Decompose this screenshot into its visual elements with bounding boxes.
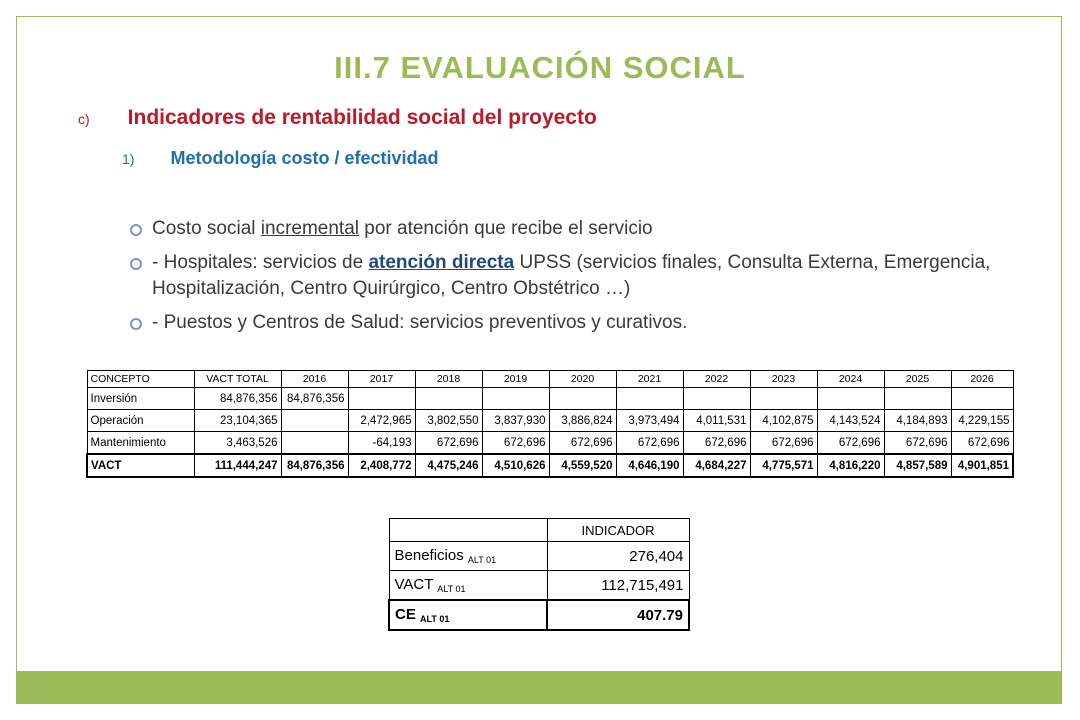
table-cell xyxy=(683,388,750,410)
table-cell: 4,143,524 xyxy=(817,410,884,432)
table-cell: 2,408,772 xyxy=(348,454,415,477)
table-cell: 4,011,531 xyxy=(683,410,750,432)
table-cell xyxy=(348,388,415,410)
column-header: 2025 xyxy=(884,371,951,388)
table-cell: 2,472,965 xyxy=(348,410,415,432)
table-cell: 672,696 xyxy=(683,432,750,455)
table-row xyxy=(87,388,1013,410)
table-cell: 4,229,155 xyxy=(951,410,1013,432)
table-cell xyxy=(750,388,817,410)
column-header: 2024 xyxy=(817,371,884,388)
column-header: 2018 xyxy=(415,371,482,388)
table-cell: 4,559,520 xyxy=(549,454,616,477)
table-cell: 4,901,851 xyxy=(951,454,1013,477)
indicator-label-subscript: ALT 01 xyxy=(420,614,450,624)
column-header: 2026 xyxy=(951,371,1013,388)
table-cell: 672,696 xyxy=(415,432,482,455)
table-cell: 84,876,356 xyxy=(281,454,348,477)
table-cell: 84,876,356 xyxy=(281,388,348,410)
table-cell: 111,444,247 xyxy=(194,454,281,477)
table-cell xyxy=(616,388,683,410)
indicator-row xyxy=(389,571,689,601)
heading-level2 xyxy=(122,148,438,169)
column-header: 2021 xyxy=(616,371,683,388)
indicator-label-text: Beneficios xyxy=(394,547,464,564)
table-cell xyxy=(549,388,616,410)
bullet-underlined-text: incremental xyxy=(260,218,359,239)
bullet-text: UPSS (servicios finales, Consulta Externa, Emergencia, Hospitalización, Centro Quirúrgico, Centro Obstétrico …) xyxy=(152,252,991,299)
cost-table-header-row xyxy=(87,371,1013,388)
table-cell: 3,886,824 xyxy=(549,410,616,432)
slide-title: III.7 EVALUACIÓN SOCIAL xyxy=(334,50,746,85)
table-cell: 4,816,220 xyxy=(817,454,884,477)
indicator-label xyxy=(389,571,547,601)
indicator-header: INDICADOR xyxy=(547,519,689,542)
indicator-label xyxy=(389,542,547,571)
column-header: 2022 xyxy=(683,371,750,388)
cost-table xyxy=(86,370,1014,478)
bullet-text: - Hospitales: servicios de xyxy=(152,252,369,273)
column-header: VACT TOTAL xyxy=(194,371,281,388)
footer-band xyxy=(16,671,1062,704)
indicator-label xyxy=(389,600,547,630)
table-cell: 4,475,246 xyxy=(415,454,482,477)
indicator-row xyxy=(389,542,689,571)
bullet-text: - Puestos y Centros de Salud: servicios preventivos y curativos. xyxy=(152,312,688,333)
table-cell: 4,857,589 xyxy=(884,454,951,477)
table-cell: 4,684,227 xyxy=(683,454,750,477)
indicator-header-empty xyxy=(389,519,547,542)
table-cell: 4,646,190 xyxy=(616,454,683,477)
indicator-value: 276,404 xyxy=(547,542,689,571)
table-cell: Mantenimiento xyxy=(87,432,194,455)
heading-level1-text: Indicadores de rentabilidad social del proyecto xyxy=(127,106,597,129)
bullet-circle-icon xyxy=(130,318,142,330)
indicator-row-result xyxy=(389,600,689,630)
table-cell: 4,184,893 xyxy=(884,410,951,432)
table-cell: 84,876,356 xyxy=(194,388,281,410)
column-header: 2017 xyxy=(348,371,415,388)
indicator-header-row xyxy=(389,519,689,542)
table-cell: 672,696 xyxy=(884,432,951,455)
bullet-text: por atención que recibe el servicio xyxy=(359,218,653,239)
bullet-item xyxy=(128,216,1028,242)
column-header: CONCEPTO xyxy=(87,371,194,388)
table-cell: 4,775,571 xyxy=(750,454,817,477)
table-cell: 4,102,875 xyxy=(750,410,817,432)
indicator-label-text: CE xyxy=(395,606,416,623)
bullet-text: Costo social xyxy=(152,218,261,239)
heading-level1 xyxy=(78,106,597,130)
table-cell: 672,696 xyxy=(616,432,683,455)
table-cell: -64,193 xyxy=(348,432,415,455)
table-cell: 3,802,550 xyxy=(415,410,482,432)
heading-level2-marker: 1) xyxy=(122,151,135,167)
bullet-circle-icon xyxy=(130,258,142,270)
table-row xyxy=(87,432,1013,455)
column-header: 2019 xyxy=(482,371,549,388)
heading-level1-marker: c) xyxy=(78,111,90,127)
column-header: 2023 xyxy=(750,371,817,388)
indicator-label-text: VACT xyxy=(394,576,434,593)
table-cell xyxy=(482,388,549,410)
table-cell: 3,837,930 xyxy=(482,410,549,432)
table-cell: 672,696 xyxy=(549,432,616,455)
table-cell xyxy=(281,410,348,432)
indicator-label-subscript: ALT 01 xyxy=(437,584,466,594)
table-cell xyxy=(281,432,348,455)
bullet-circle-icon xyxy=(130,224,142,236)
column-header: 2016 xyxy=(281,371,348,388)
table-row xyxy=(87,410,1013,432)
column-header: 2020 xyxy=(549,371,616,388)
table-row-total xyxy=(87,454,1013,477)
table-cell xyxy=(415,388,482,410)
table-cell: Inversión xyxy=(87,388,194,410)
table-cell: 672,696 xyxy=(482,432,549,455)
table-cell: 672,696 xyxy=(817,432,884,455)
table-cell: 3,463,526 xyxy=(194,432,281,455)
bullet-item xyxy=(128,310,1028,336)
indicator-value: 407.79 xyxy=(547,600,689,630)
table-cell xyxy=(817,388,884,410)
indicator-table xyxy=(388,518,690,631)
table-cell: VACT xyxy=(87,454,194,477)
bullet-emphasis-text: atención directa xyxy=(368,252,515,273)
table-cell xyxy=(951,388,1013,410)
table-cell: Operación xyxy=(87,410,194,432)
indicator-label-subscript: ALT 01 xyxy=(467,555,497,565)
table-cell xyxy=(884,388,951,410)
table-cell: 672,696 xyxy=(750,432,817,455)
indicator-value: 112,715,491 xyxy=(547,571,689,601)
bullet-list xyxy=(128,216,1028,344)
table-cell: 3,973,494 xyxy=(616,410,683,432)
table-cell: 4,510,626 xyxy=(482,454,549,477)
table-cell: 23,104,365 xyxy=(194,410,281,432)
heading-level2-text: Metodología costo / efectividad xyxy=(170,148,439,168)
bullet-item xyxy=(128,250,1028,302)
table-cell: 672,696 xyxy=(951,432,1013,455)
